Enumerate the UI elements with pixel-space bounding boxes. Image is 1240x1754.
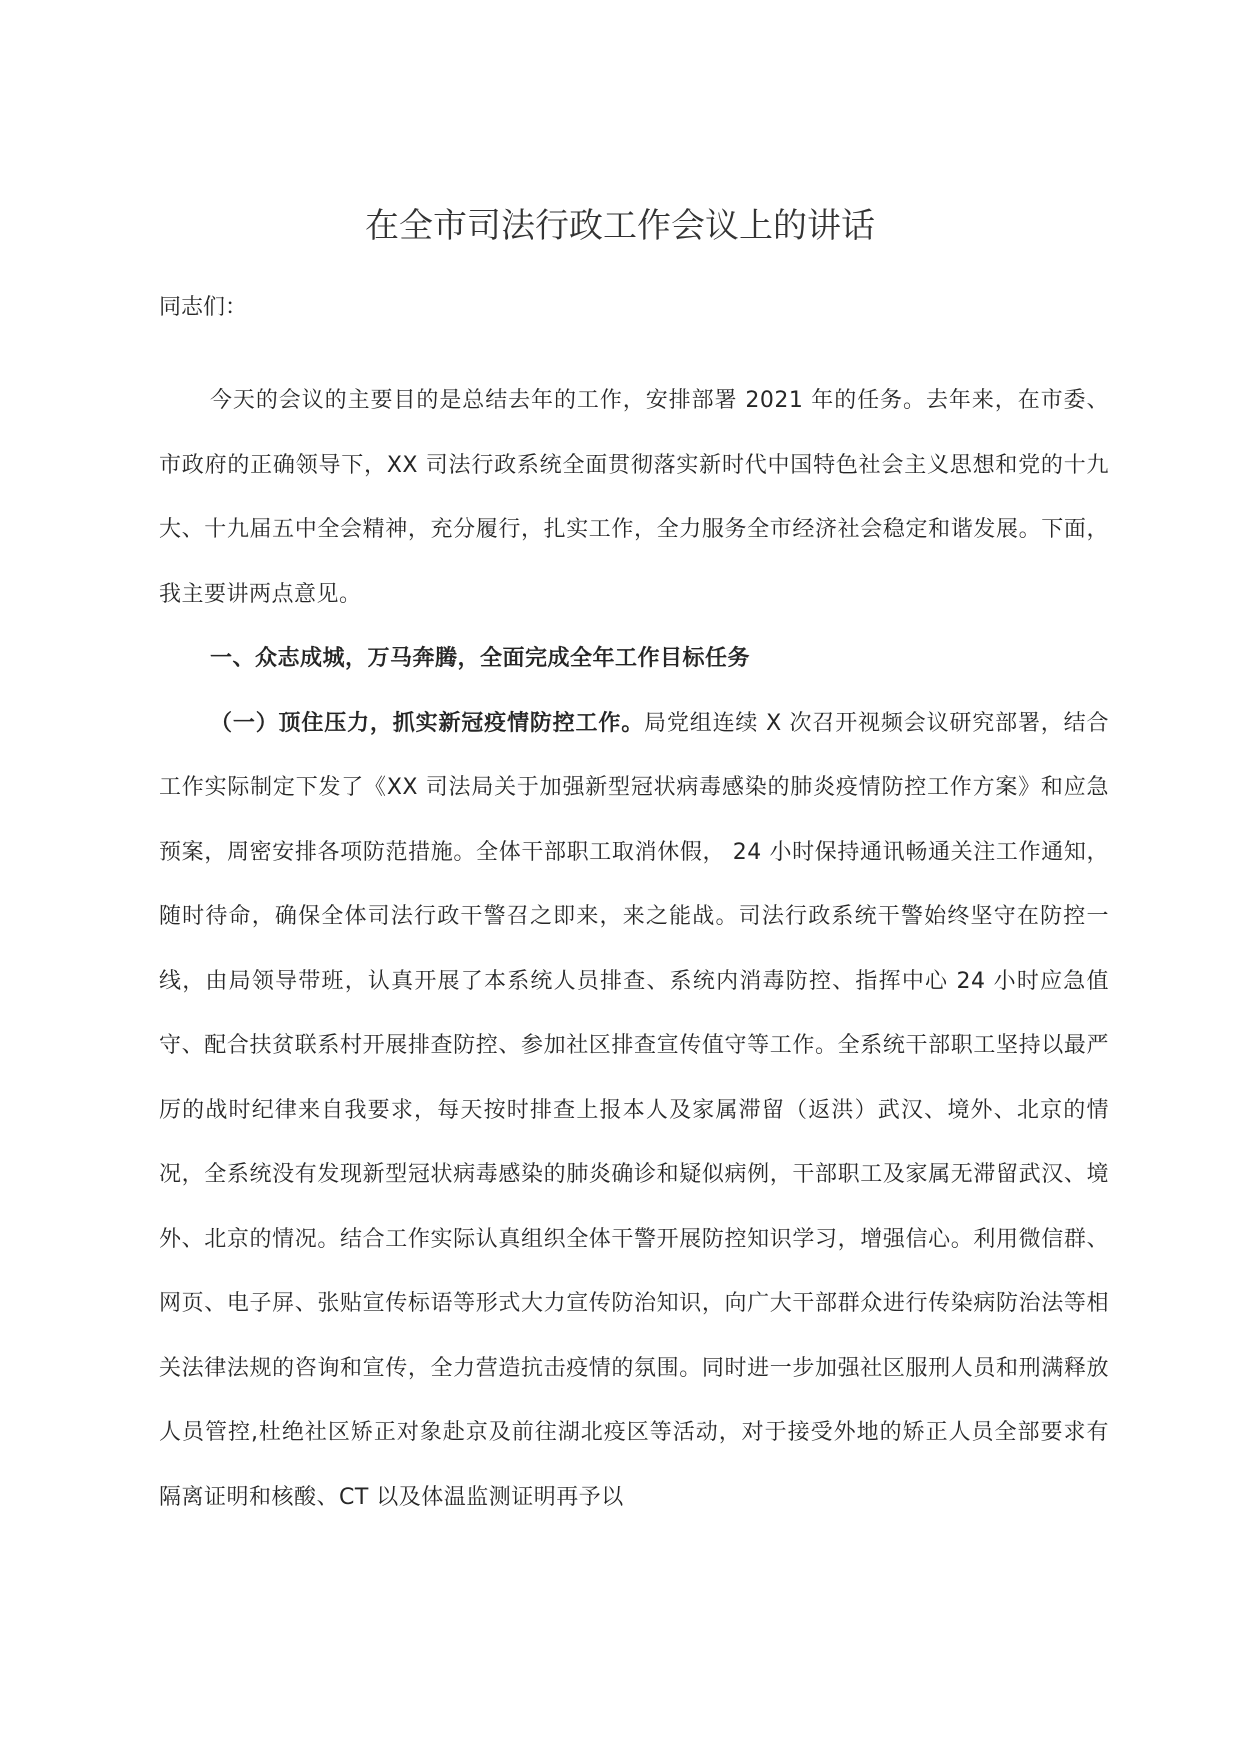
subsection-heading: （一）顶住压力，抓实新冠疫情防控工作。 bbox=[210, 710, 645, 736]
subsection-text: 局党组连续 X 次召开视频会议研究部署，结合工作实际制定下发了《XX 司法局关于加强新型冠状病毒感染的肺炎疫情防控工作方案》和应急预案，周密安排各项防范措施。全体干部职工取消休假， 24 小时保持通讯畅通关注工作通知，随时待命，确保全体司法行政干警召之即来，来之能战。司法行政系统干警始终坚守在防控一线，由局领导带班，认真开展了本系统人员排查、系统内消毒防控、指挥中心 24 小时应急值守、配合扶贫联系村开展排查防控、参加社区排查宣传值守等工作。全系统干部职工坚持以最严厉的战时纪律来自我要求，每天按时排查上报本人及家属滞留（返洪）武汉、境外、北京的情况，全系统没有发现新型冠状病毒感染的肺炎确诊和疑似病例，干部职工及家属无滞留武汉、境外、北京的情况。结合工作实际认真组织全体干警开展防控知识学习，增强信心。利用微信群、网页、电子屏、张贴宣传标语等形式大力宣传防治知识，向广大干部群众进行传染病防治法等相关法律法规的咨询和宣传，全力营造抗击疫情的氛围。同时进一步加强社区服刑人员和刑满释放人员管控,杜绝社区矫正对象赴京及前往湖北疫区等活动，对于接受外地的矫正人员全部要求有隔离证明和核酸、CT 以及体温监测证明再予以 bbox=[159, 710, 1109, 1510]
document-body bbox=[159, 369, 1109, 1530]
subsection-paragraph bbox=[159, 692, 1109, 1531]
salutation: 同志们： bbox=[159, 295, 248, 320]
document-title: 在全市司法行政工作会议上的讲话 bbox=[365, 206, 875, 246]
intro-paragraph: 今天的会议的主要目的是总结去年的工作，安排部署 2021 年的任务。去年来，在市委、市政府的正确领导下，XX 司法行政系统全面贯彻落实新时代中国特色社会主义思想和党的十九大、十九届五中全会精神，充分履行，扎实工作，全力服务全市经济社会稳定和谐发展。下面，我主要讲两点意见。 bbox=[159, 388, 1109, 607]
section-heading: 一、众志成城，万马奔腾，全面完成全年工作目标任务 bbox=[210, 646, 751, 671]
